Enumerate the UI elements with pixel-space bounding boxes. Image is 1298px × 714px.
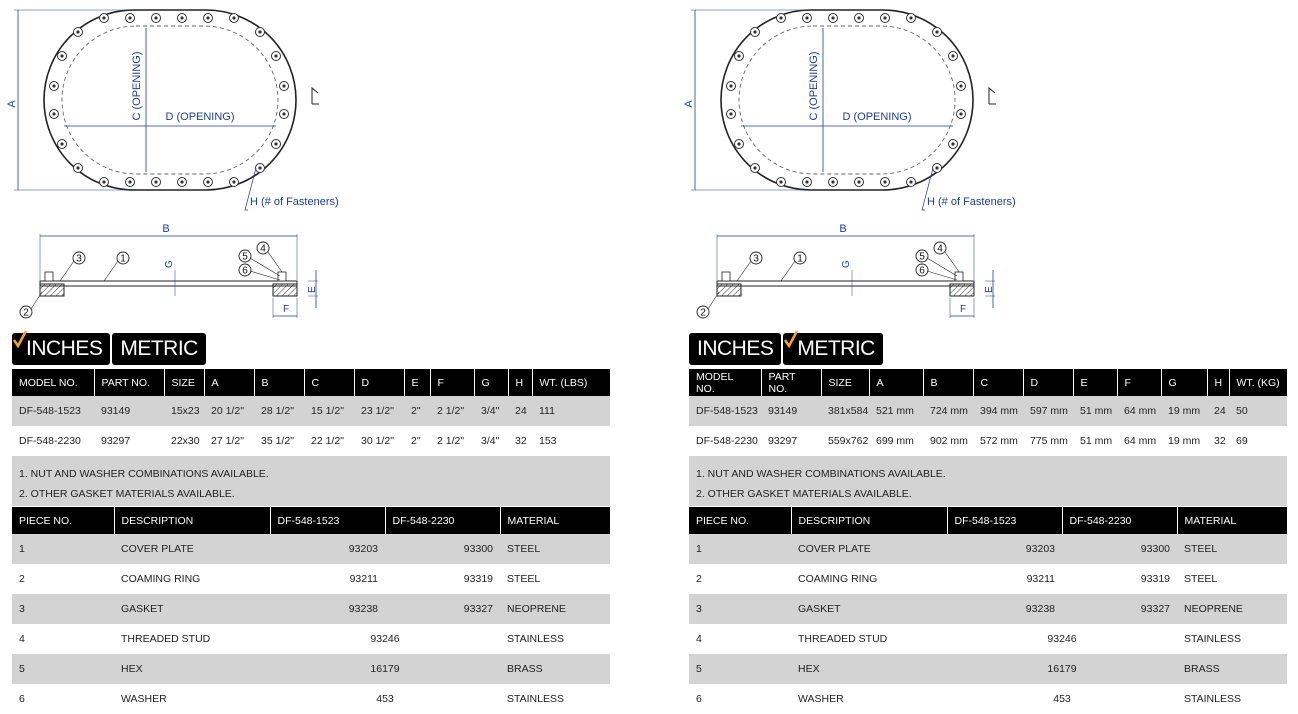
callout-1: 1: [797, 253, 803, 265]
table-row: [12, 396, 610, 426]
piece-part-1523: 93203: [270, 534, 385, 564]
piece-part-1523: 93238: [947, 594, 1062, 624]
spec-header-row: [12, 369, 610, 396]
piece-no: 1: [12, 534, 114, 564]
table-cell: 51 mm: [1073, 396, 1117, 426]
tab-inches-label: INCHES: [26, 337, 103, 360]
piece-material: STAINLESS: [1184, 693, 1241, 705]
col-material: MATERIAL: [500, 507, 610, 534]
table-row: [689, 654, 1287, 684]
callout-3: 3: [76, 253, 82, 265]
table-cell: 19 mm: [1161, 396, 1207, 426]
piece-no: 2: [696, 573, 702, 585]
piece-no: 6: [19, 693, 25, 705]
piece-material: STEEL: [1177, 534, 1287, 564]
top-view: [6, 10, 339, 210]
table-cell: 2 1/2": [437, 435, 465, 447]
table-cell: 3/4": [474, 396, 508, 426]
callout-4: 4: [260, 243, 266, 255]
label-c: C (OPENING): [808, 51, 820, 121]
piece-desc: COVER PLATE: [114, 534, 270, 564]
table-row: [12, 624, 610, 654]
callout-1: 1: [120, 253, 126, 265]
label-d: D (OPENING): [165, 111, 235, 123]
table-cell: 51 mm: [1080, 435, 1113, 447]
piece-no: 5: [12, 654, 114, 684]
piece-part-2230: 93319: [1140, 573, 1170, 585]
col-model: MODEL NO.: [689, 369, 761, 396]
table-row: [689, 624, 1287, 654]
col-part: PART NO.: [94, 369, 164, 396]
table-row: [689, 594, 1287, 624]
col-g: G: [1161, 369, 1207, 396]
table-cell: 20 1/2": [204, 396, 254, 426]
table-cell: 28 1/2": [254, 396, 304, 426]
table-row: [689, 426, 1287, 456]
tab-metric-label: METRIC: [797, 337, 875, 360]
table-cell: 64 mm: [1117, 396, 1161, 426]
table-cell: 775 mm: [1030, 435, 1068, 447]
col-h: H: [1207, 369, 1229, 396]
table-row: [689, 564, 1287, 594]
label-a: A: [683, 100, 695, 108]
label-a: A: [6, 100, 18, 108]
checkmark-icon: [13, 330, 27, 350]
callout-5: 5: [242, 251, 248, 263]
col-b: B: [923, 369, 973, 396]
col-model-2230: DF-548-2230: [1062, 507, 1177, 534]
table-cell: DF-548-1523: [689, 396, 761, 426]
col-piece-no: PIECE NO.: [12, 507, 114, 534]
table-row: [689, 396, 1287, 426]
label-d: D (OPENING): [842, 111, 912, 123]
table-cell: 3/4": [481, 435, 500, 447]
callout-2: 2: [700, 307, 706, 319]
table-cell: 30 1/2": [361, 435, 394, 447]
label-f: F: [283, 304, 290, 315]
col-description: DESCRIPTION: [114, 507, 270, 534]
table-cell: 381x584: [821, 396, 869, 426]
tab-inches-label: INCHES: [697, 337, 774, 360]
table-cell: 572 mm: [980, 435, 1018, 447]
col-a: A: [204, 369, 254, 396]
spec-table: [12, 369, 610, 456]
piece-desc: WASHER: [121, 693, 167, 705]
table-cell: 2": [411, 435, 421, 447]
pieces-table: [12, 507, 610, 714]
col-model-1523: DF-548-1523: [947, 507, 1062, 534]
piece-material: STAINLESS: [507, 693, 564, 705]
piece-desc: COAMING RING: [121, 573, 201, 585]
piece-desc: THREADED STUD: [798, 633, 888, 645]
unit-tabs: [12, 333, 206, 365]
note-1: 1. NUT AND WASHER COMBINATIONS AVAILABLE.: [19, 468, 269, 480]
label-e: E: [984, 286, 995, 293]
col-size: SIZE: [821, 369, 869, 396]
table-cell: 69: [1236, 435, 1248, 447]
label-g: G: [841, 260, 852, 268]
col-g: G: [474, 369, 508, 396]
table-cell: 93297: [768, 435, 798, 447]
piece-no: 2: [19, 573, 25, 585]
table-cell: 93297: [101, 435, 131, 447]
col-c: C: [973, 369, 1023, 396]
callout-4: 4: [937, 243, 943, 255]
piece-desc: HEX: [791, 654, 947, 684]
label-b: B: [839, 223, 847, 235]
piece-no: 6: [696, 693, 702, 705]
piece-part-shared: 16179: [270, 654, 500, 684]
callout-6: 6: [242, 265, 248, 277]
piece-part-2230: 93327: [1062, 594, 1177, 624]
spec-table: [689, 369, 1287, 456]
col-size: SIZE: [164, 369, 204, 396]
table-cell: 19 mm: [1168, 435, 1201, 447]
label-b: B: [162, 223, 170, 235]
table-cell: 15 1/2": [304, 396, 354, 426]
tab-metric[interactable]: [783, 333, 883, 365]
piece-material: STAINLESS: [507, 633, 564, 645]
table-row: [12, 594, 610, 624]
table-cell: 724 mm: [923, 396, 973, 426]
piece-desc: COVER PLATE: [791, 534, 947, 564]
label-h: H (# of Fasteners): [250, 196, 339, 208]
col-b: B: [254, 369, 304, 396]
table-cell: 22x30: [171, 435, 200, 447]
table-cell: 32: [515, 435, 527, 447]
metric-panel: [683, 0, 1289, 713]
piece-part-shared: 16179: [947, 654, 1177, 684]
piece-desc: HEX: [114, 654, 270, 684]
piece-material: NEOPRENE: [500, 594, 610, 624]
piece-desc: THREADED STUD: [121, 633, 211, 645]
table-cell: 902 mm: [930, 435, 968, 447]
label-g: G: [164, 260, 175, 268]
piece-material: STEEL: [1184, 573, 1218, 585]
piece-part-2230: 93319: [463, 573, 493, 585]
table-row: [12, 426, 610, 456]
table-row: [689, 534, 1287, 564]
piece-part-1523: 93211: [349, 573, 378, 585]
note-2: 2. OTHER GASKET MATERIALS AVAILABLE.: [19, 488, 235, 500]
table-cell: 521 mm: [869, 396, 923, 426]
col-f: F: [430, 369, 474, 396]
piece-part-1523: 93238: [270, 594, 385, 624]
pieces-header-row: [12, 507, 610, 534]
col-c: C: [304, 369, 354, 396]
table-cell: DF-548-1523: [12, 396, 94, 426]
piece-desc: COAMING RING: [798, 573, 878, 585]
hatch-drawing: [683, 0, 1289, 330]
col-piece-no: PIECE NO.: [689, 507, 791, 534]
piece-material: STAINLESS: [1184, 633, 1241, 645]
tab-inches[interactable]: [12, 333, 110, 365]
table-cell: 153: [539, 435, 557, 447]
note-2: 2. OTHER GASKET MATERIALS AVAILABLE.: [696, 488, 912, 500]
piece-part-1523: 93203: [947, 534, 1062, 564]
callout-2: 2: [23, 307, 29, 319]
piece-desc: GASKET: [114, 594, 270, 624]
piece-no: 5: [689, 654, 791, 684]
piece-no: 3: [689, 594, 791, 624]
piece-part-shared: 93246: [1047, 633, 1077, 645]
top-view: [683, 10, 1016, 210]
table-row: [12, 654, 610, 684]
table-cell: 50: [1229, 396, 1287, 426]
notes: [689, 456, 1287, 506]
col-part: PART NO.: [761, 369, 821, 396]
col-a: A: [869, 369, 923, 396]
table-row: [689, 684, 1287, 714]
unit-tabs: [689, 333, 883, 365]
table-cell: 15x23: [164, 396, 204, 426]
col-f: F: [1117, 369, 1161, 396]
col-d: D: [354, 369, 404, 396]
tab-metric[interactable]: [112, 333, 206, 365]
piece-material: STEEL: [507, 573, 541, 585]
table-cell: 27 1/2": [211, 435, 244, 447]
table-cell: 111: [532, 396, 610, 426]
tab-metric-label: METRIC: [120, 337, 198, 360]
hatch-drawing: [6, 0, 612, 330]
table-cell: 394 mm: [973, 396, 1023, 426]
callout-3: 3: [753, 253, 759, 265]
piece-desc: WASHER: [798, 693, 844, 705]
col-d: D: [1023, 369, 1073, 396]
table-cell: 24: [508, 396, 532, 426]
piece-no: 4: [696, 633, 702, 645]
callout-6: 6: [919, 265, 925, 277]
col-weight: WT. (LBS): [532, 369, 610, 396]
col-e: E: [404, 369, 430, 396]
table-cell: 2": [404, 396, 430, 426]
piece-part-2230: 93327: [385, 594, 500, 624]
col-weight: WT. (KG): [1229, 369, 1287, 396]
piece-part-shared: 93246: [370, 633, 400, 645]
piece-part-shared: 453: [1053, 693, 1071, 705]
table-cell: 35 1/2": [261, 435, 294, 447]
table-cell: 24: [1207, 396, 1229, 426]
col-model-1523: DF-548-1523: [270, 507, 385, 534]
piece-part-1523: 93211: [1026, 573, 1055, 585]
piece-part-2230: 93300: [1062, 534, 1177, 564]
table-cell: 64 mm: [1124, 435, 1157, 447]
table-row: [12, 684, 610, 714]
table-cell: 93149: [761, 396, 821, 426]
table-row: [12, 564, 610, 594]
section-view: [697, 223, 995, 319]
piece-desc: GASKET: [791, 594, 947, 624]
checkmark-icon: [784, 330, 798, 350]
pieces-header-row: [689, 507, 1287, 534]
col-model-2230: DF-548-2230: [385, 507, 500, 534]
label-f: F: [960, 304, 967, 315]
piece-no: 4: [19, 633, 25, 645]
section-view: [20, 223, 318, 319]
piece-part-2230: 93300: [385, 534, 500, 564]
table-cell: DF-548-2230: [696, 435, 758, 447]
col-description: DESCRIPTION: [791, 507, 947, 534]
col-e: E: [1073, 369, 1117, 396]
piece-material: STEEL: [500, 534, 610, 564]
inches-panel: [6, 0, 612, 713]
pieces-table: [689, 507, 1287, 714]
tab-inches[interactable]: [689, 333, 781, 365]
table-row: [12, 534, 610, 564]
piece-part-shared: 453: [376, 693, 394, 705]
piece-material: NEOPRENE: [1177, 594, 1287, 624]
table-cell: 2 1/2": [430, 396, 474, 426]
table-cell: 559x762: [828, 435, 869, 447]
label-c: C (OPENING): [131, 51, 143, 121]
table-cell: 699 mm: [876, 435, 914, 447]
label-e: E: [307, 286, 318, 293]
table-cell: 32: [1214, 435, 1226, 447]
col-h: H: [508, 369, 532, 396]
note-1: 1. NUT AND WASHER COMBINATIONS AVAILABLE.: [696, 468, 946, 480]
spec-header-row: [689, 369, 1287, 396]
piece-no: 3: [12, 594, 114, 624]
callout-5: 5: [919, 251, 925, 263]
piece-material: BRASS: [1177, 654, 1287, 684]
piece-no: 1: [689, 534, 791, 564]
col-material: MATERIAL: [1177, 507, 1287, 534]
col-model: MODEL NO.: [12, 369, 94, 396]
table-cell: 93149: [94, 396, 164, 426]
table-cell: 597 mm: [1023, 396, 1073, 426]
piece-material: BRASS: [500, 654, 610, 684]
table-cell: 23 1/2": [354, 396, 404, 426]
table-cell: 22 1/2": [311, 435, 344, 447]
label-h: H (# of Fasteners): [927, 196, 1016, 208]
notes: [12, 456, 610, 506]
table-cell: DF-548-2230: [19, 435, 81, 447]
